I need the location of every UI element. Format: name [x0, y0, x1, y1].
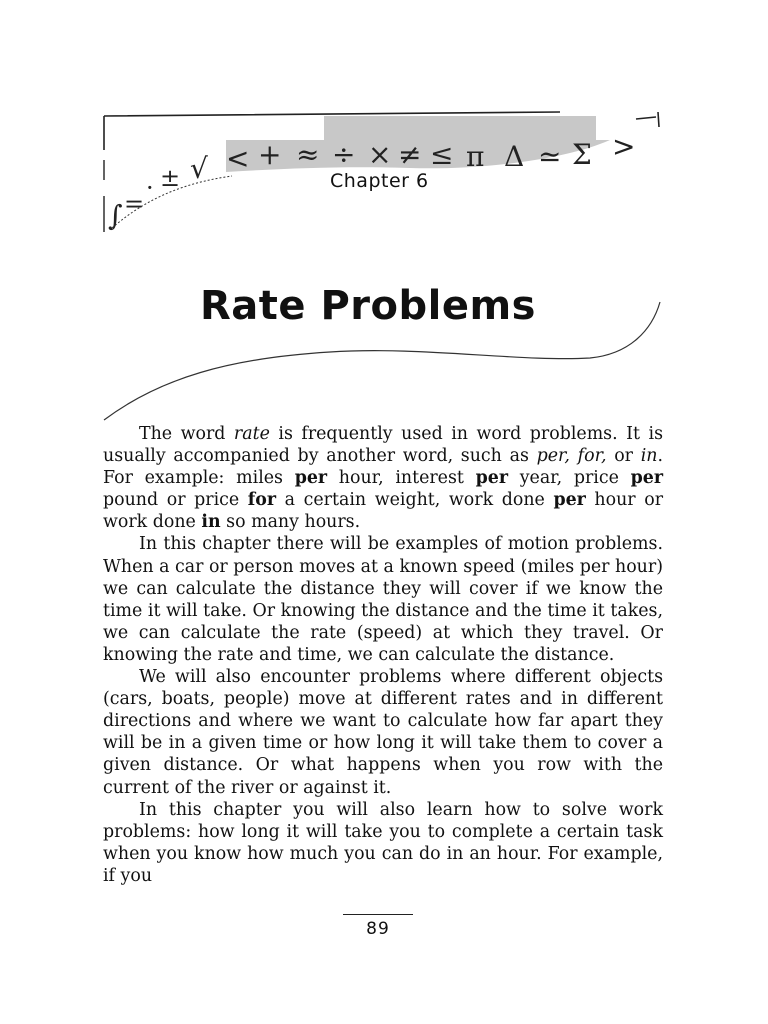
text-run: year, price [507, 468, 631, 489]
page-number: 89 [343, 914, 413, 939]
emphasis-bold: in [201, 512, 221, 533]
body-text [103, 423, 663, 887]
emphasis-italic: rate [233, 424, 270, 444]
text-run: hour or work done [103, 490, 664, 533]
dot-symbol: · [146, 174, 154, 202]
sigma-symbol: Σ [572, 138, 592, 171]
divide-symbol: ÷ [332, 138, 356, 171]
text-run: We will also encounter problems where different objects (cars, boats, people) move at different rates and in different directions and where we want to calculate how far apart they will be in a given time or how long it will take them to cover a given distance. Or what happens when you row with the current of the river or against it. [103, 667, 663, 798]
text-run: hour, interest [327, 468, 476, 489]
plus-minus-symbol: ± [160, 164, 181, 192]
integral-symbol: ∫ [108, 199, 123, 232]
emphasis-bold: per [553, 490, 586, 511]
chapter-title: Rate Problems [200, 283, 536, 329]
delta-symbol: Δ [504, 140, 525, 173]
text-run: so many hours. [220, 512, 361, 533]
equals-symbol: = [124, 190, 145, 218]
emphasis-italic: per, for, [536, 446, 607, 467]
text-run: In this chapter there will be examples of motion problems. When a car or person moves at a known speed (miles per hour) we can calculate the distance they will cover if we know the time it will take. Or knowing the distance and the time it takes, we can calculate the rate (speed) at which they travel. Or knowing the rate and time, we can calculate the distance. [103, 534, 663, 665]
plus-symbol: + [258, 138, 282, 171]
greater-than-symbol: > [612, 130, 636, 163]
less-equal-symbol: ≤ [430, 138, 454, 171]
less-than-symbol: < [226, 142, 250, 175]
not-equal-symbol: ≠ [398, 138, 422, 171]
emphasis-italic: in [640, 446, 658, 467]
text-run: The word [139, 424, 234, 444]
paragraph [103, 423, 663, 533]
sqrt-symbol: √ [190, 152, 208, 185]
emphasis-bold: for [247, 490, 277, 511]
text-run: a certain weight, work done [276, 490, 554, 511]
chapter-banner [0, 0, 768, 440]
paragraph [103, 799, 663, 887]
emphasis-bold: per [294, 468, 328, 489]
text-run: or [606, 446, 641, 467]
paragraph [103, 533, 663, 666]
chapter-label: Chapter 6 [330, 170, 429, 192]
emphasis-bold: per [475, 468, 508, 489]
times-symbol: × [368, 138, 392, 171]
emphasis-bold: per [630, 468, 663, 489]
frame-corner-top-right [636, 112, 659, 127]
text-run: In this chapter you will also learn how to solve work problems: how long it will take you to complete a certain task when you know how much you can do in an hour. For example, if you [103, 799, 663, 886]
text-run: is frequently used in word problems. It is usually accompanied by another word, such as [103, 424, 663, 467]
paragraph [103, 666, 663, 799]
text-run: pound or price [103, 490, 248, 511]
asymp-symbol: ≃ [538, 140, 562, 173]
pi-symbol: π [466, 140, 485, 173]
text-run: . For example: miles [103, 446, 664, 489]
approx-symbol: ≈ [296, 138, 320, 171]
